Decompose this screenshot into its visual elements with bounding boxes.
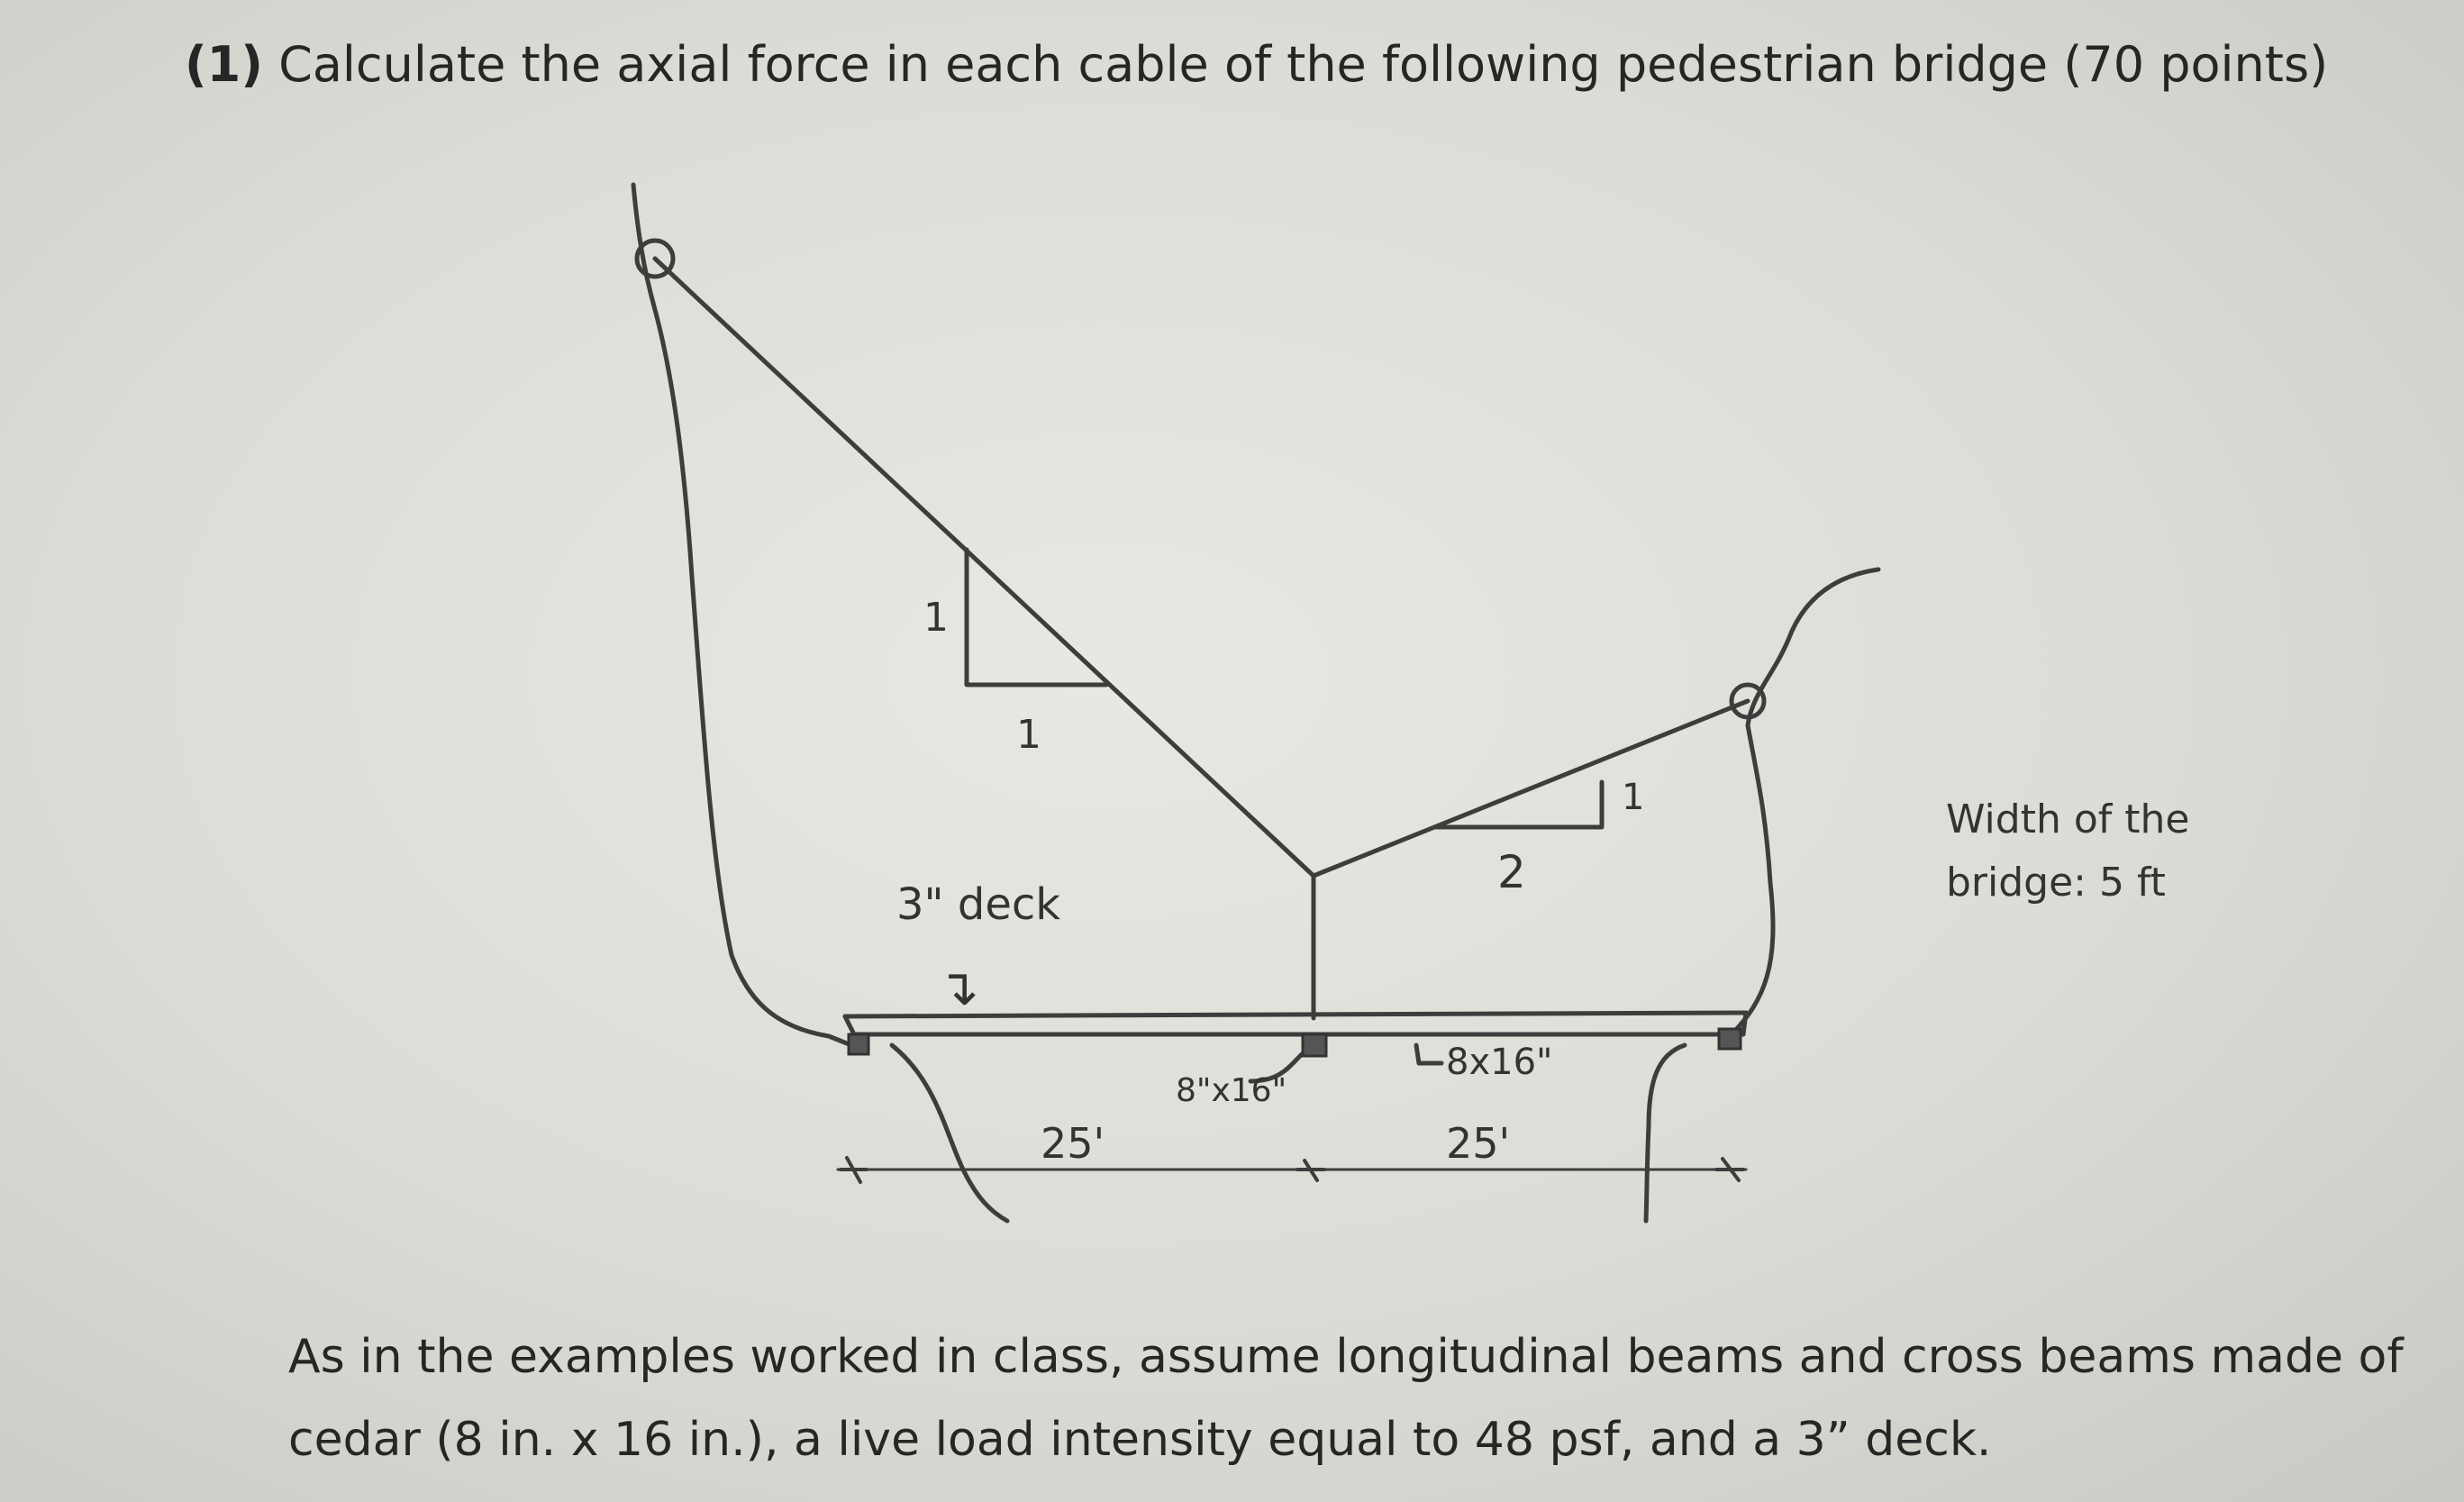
right-slope-rise: 1 bbox=[1622, 777, 1645, 818]
assumption-line1: As in the examples worked in class, assume longitudinal beams and cross beams made of bbox=[288, 1330, 2404, 1384]
right-cable bbox=[1314, 701, 1748, 876]
width-note-line2: bridge: 5 ft bbox=[1946, 860, 2166, 906]
width-note-line1: Width of the bbox=[1946, 797, 2190, 842]
deck-right-end bbox=[1743, 1013, 1746, 1034]
right-cliff-outline bbox=[1730, 569, 1878, 1036]
dim-tick-right bbox=[1716, 1159, 1743, 1180]
left-cable bbox=[655, 259, 1314, 876]
bridge-width-note bbox=[1946, 788, 2189, 915]
deck-arrow: ↴ bbox=[937, 959, 979, 1017]
deck-left-end bbox=[845, 1016, 854, 1034]
assumption-line2: cedar (8 in. x 16 in.), a live load intensity equal to 48 psf, and a 3” deck. bbox=[288, 1413, 1992, 1467]
right-cliff-lower bbox=[1646, 1045, 1685, 1221]
assumption-text bbox=[288, 1315, 2404, 1481]
span-label-left: 25' bbox=[1041, 1119, 1105, 1168]
beam-label-left: 8"x16" bbox=[1176, 1072, 1287, 1109]
left-cliff-outline bbox=[633, 185, 851, 1045]
beam-label-right: 8x16" bbox=[1446, 1042, 1553, 1083]
deck-label: 3" deck bbox=[896, 879, 1061, 930]
left-slope-rise: 1 bbox=[923, 595, 949, 641]
right-slope-triangle bbox=[1435, 782, 1602, 827]
beam-block-mid bbox=[1303, 1034, 1326, 1056]
right-slope-run: 2 bbox=[1497, 846, 1526, 898]
left-slope-run: 1 bbox=[1016, 712, 1041, 758]
dim-tick-mid bbox=[1297, 1161, 1324, 1180]
beam-leader-right bbox=[1416, 1045, 1441, 1063]
dim-tick-left bbox=[841, 1158, 867, 1182]
problem-number: (1) bbox=[185, 36, 263, 93]
deck-top bbox=[845, 1013, 1746, 1016]
left-cliff-lower bbox=[892, 1045, 1007, 1221]
problem-text: Calculate the axial force in each cable of the following pedestrian bridge (70 points) bbox=[278, 36, 2329, 93]
beam-block-left bbox=[849, 1034, 868, 1054]
span-label-right: 25' bbox=[1446, 1119, 1511, 1168]
beam-block-right bbox=[1719, 1029, 1741, 1049]
